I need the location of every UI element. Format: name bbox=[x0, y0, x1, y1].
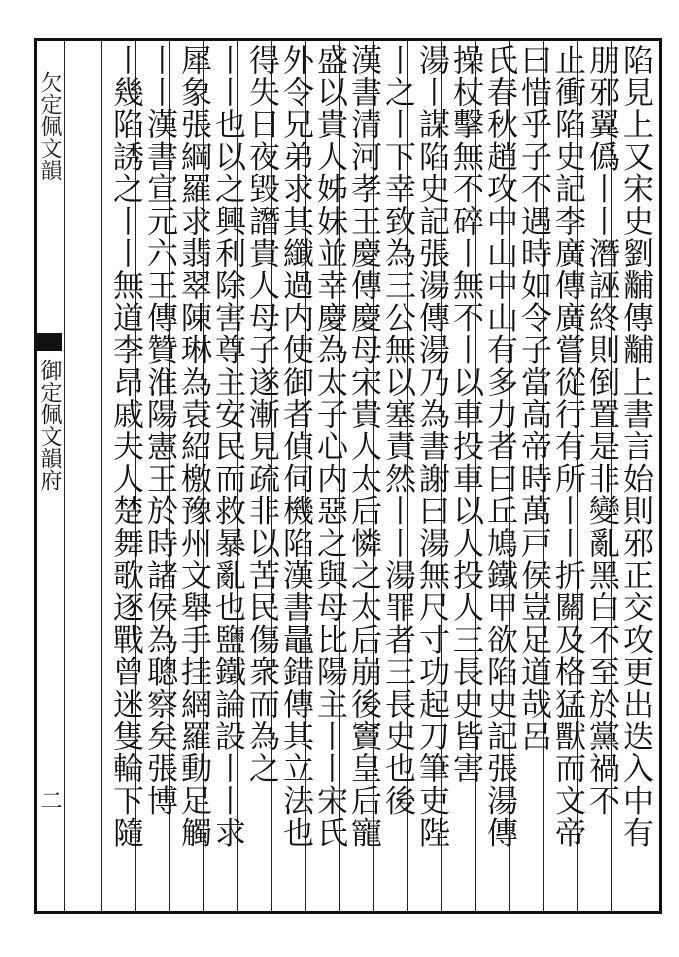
text-column: 操杖擊無不碎丨無不丨以車投車以人投人三長史皆害 bbox=[447, 44, 483, 785]
text-column: 得失日夜毀譖貴人母子遂漸見疏非以苦民傷衆而為之 bbox=[243, 44, 279, 785]
page-number: 二 bbox=[37, 789, 62, 811]
text-column: 湯丨謀陷史記張湯傳湯乃為書謝曰湯無尺寸功起刀筆吏陛 bbox=[413, 44, 449, 849]
text-column: 漢書清河孝王慶傳慶母宋貴人太后憐之太后崩後竇皇后寵 bbox=[345, 44, 381, 849]
book-title: 御定佩文韻府 bbox=[37, 359, 62, 491]
text-column: 盛以貴人姊妹並幸慶為太子心内惡之與母比陽主丨丨宋氏 bbox=[311, 44, 347, 849]
text-column: 犀象張綱羅求翡翠陳琳為袁紹檄豫州文舉手挂網羅動足觸 bbox=[175, 44, 211, 849]
text-column: 氏春秋趙攻中山中山有多力者曰丘鳩鐵甲欲陷史記張湯傳 bbox=[481, 44, 517, 849]
page-margin-strip bbox=[36, 41, 62, 911]
text-column: 外令兄弟求其纖過内使御者偵伺機陷漢書鼂錯傳其立法也 bbox=[277, 44, 313, 849]
text-column: 曰惜乎子不遇時如令子當高帝時萬戸侯豈足道哉呂 bbox=[515, 44, 551, 753]
fishtail-mark bbox=[36, 333, 62, 351]
margin-top-text: 欠定佩文韻 bbox=[37, 71, 62, 181]
text-column: 止衝陷史記李廣傳廣嘗從行有所丨丨折關及格猛獸而文帝 bbox=[549, 44, 585, 849]
column-rule bbox=[101, 41, 102, 911]
text-column: 丨幾陷誘之丨丨無道李昂戚夫人楚舞歌逐戰曾迷隻輪下隨 bbox=[107, 44, 143, 849]
text-column: 丨之丨下幸致為三公無以塞責然丨丨湯罪者三長史也後 bbox=[379, 44, 415, 817]
text-column: 丨丨漢書宣元六王傳贊淮陽憲王於時諸侯為聰察矣張博 bbox=[141, 44, 177, 817]
column-rule bbox=[64, 41, 65, 911]
text-column: 丨丨也以之興利除害尊主安民而救暴亂也鹽鐵論設丨丨求 bbox=[209, 44, 245, 849]
text-column: 陷見上又宋史劉黼傳黼上書言始則邪正交攻更出迭入中有 bbox=[617, 44, 653, 849]
text-column: 朋邪翼僞丨丨潛誣終則倒置是非變亂黑白不至於黨禍不 bbox=[583, 44, 619, 817]
